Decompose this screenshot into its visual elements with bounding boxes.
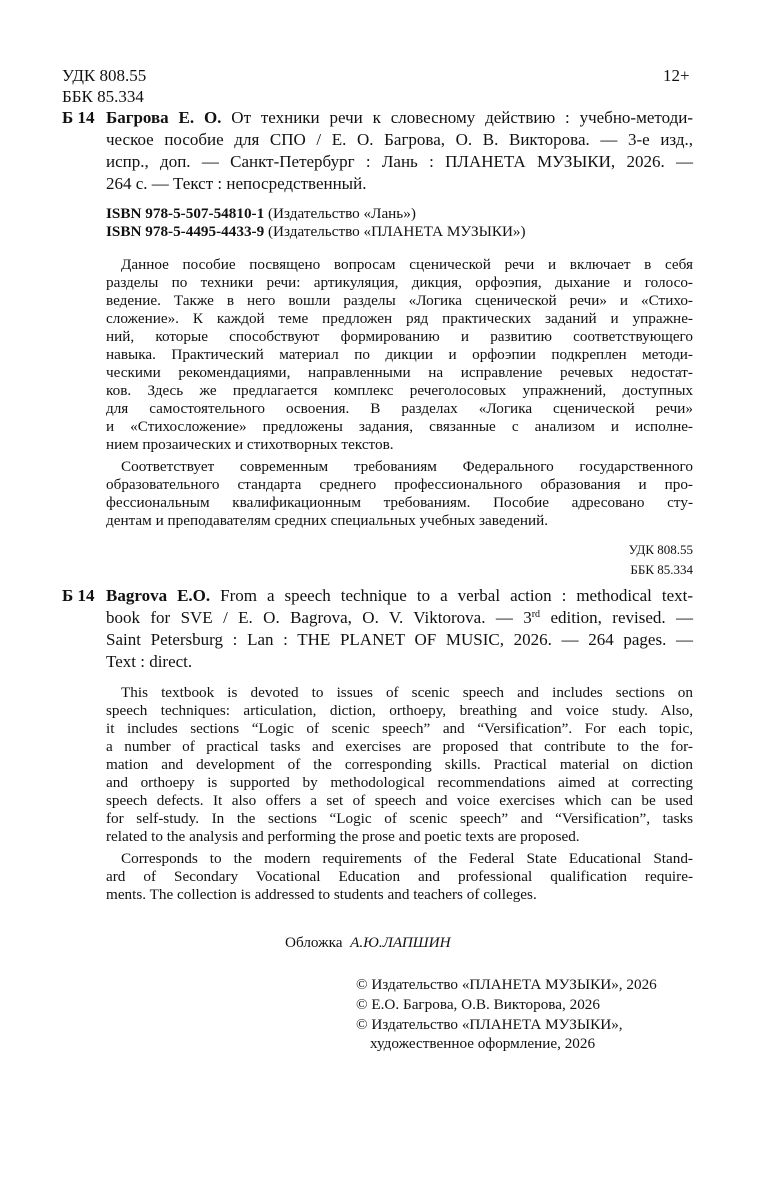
ru-bbk-small: ББК 85.334 (630, 562, 693, 577)
en-abstract-line: a number of practical tasks and exercises are proposed that contribute to the for- (106, 738, 693, 755)
ru-abstract-line: Соответствует современным требованиям Федерального государственного (121, 458, 693, 475)
en-entry-code: Б 14 (62, 586, 95, 605)
isbn-planeta: ISBN 978-5-4495-4433-9 (Издательство «ПЛАНЕТА МУЗЫКИ») (106, 223, 526, 240)
copyright-line: художественное оформление, 2026 (370, 1035, 596, 1052)
ru-abstract-line: Данное пособие посвящено вопросам сценической речи и включает в себя (121, 256, 693, 273)
en-entry-line-4: Text : direct. (106, 652, 193, 671)
ru-abstract-line: для самостоятельного освоения. В разделах «Логика сценической речи» (106, 400, 693, 417)
ru-abstract-line: разделы по техники речи: артикуляция, дикция, орфоэпия, дыхание и голосо- (106, 274, 693, 291)
age-rating: 12+ (663, 66, 690, 85)
copyright-line: © Издательство «ПЛАНЕТА МУЗЫКИ», (356, 1016, 623, 1033)
ru-entry-line-3: испр., доп. — Санкт-Петербург : Лань : ПЛАНЕТА МУЗЫКИ, 2026. — (106, 152, 693, 171)
ru-abstract-line: ний, которые способствуют формированию и развитию соответствующего (106, 328, 693, 345)
en-abstract-line: related to the analysis and performing the prose and poetic texts are proposed. (106, 828, 580, 845)
cover-artist: А.Ю.ЛАПШИН (350, 934, 451, 951)
en-abstract-line: Corresponds to the modern requirements of the Federal State Educational Stand- (121, 850, 693, 867)
ru-abstract-line: навыка. Практический материал по дикции и орфоэпии подкреплен методи- (106, 346, 693, 363)
ru-abstract-line: образовательного стандарта среднего профессионального образования и про- (106, 476, 693, 493)
ru-entry-line-4: 264 с. — Текст : непосредственный. (106, 174, 367, 193)
en-entry-line-2: book for SVE / E. O. Bagrova, O. V. Viktorova. — 3rd edition, revised. — (106, 608, 693, 627)
ru-abstract-line: ческими рекомендациями, направленными на исправление речевых недостат- (106, 364, 693, 381)
ru-abstract-line: нием прозаических и стихотворных текстов. (106, 436, 394, 453)
en-abstract-line: speech techniques: articulation, diction, orthoepy, breathing and voice study. Also, (106, 702, 693, 719)
ru-abstract-line: ков. Здесь же предлагается комплекс речеголосовых упражнений, доступных (106, 382, 693, 399)
ru-entry-code: Б 14 (62, 108, 95, 127)
ru-abstract-line: и «Стихосложение» предложены задания, связанные с анализом и исполне- (106, 418, 693, 435)
en-abstract-line: speech defects. It also offers a set of speech and voice exercises which can be used (106, 792, 693, 809)
en-abstract-line: it includes sections “Logic of scenic speech” and “Versification”. For each topic, (106, 720, 693, 737)
en-entry-author: Bagrova E.O. (106, 586, 211, 605)
en-abstract-line: for self-study. In the sections “Logic of scenic speech” and “Versification”, tasks (106, 810, 693, 827)
isbn-lan: ISBN 978-5-507-54810-1 (Издательство «Лань») (106, 205, 416, 222)
en-abstract-line: ments. The collection is addressed to students and teachers of colleges. (106, 886, 537, 903)
bbk-code: ББК 85.334 (62, 87, 144, 106)
en-abstract-line: ard of Secondary Vocational Education and professional qualification require- (106, 868, 693, 885)
ru-abstract-line: фессиональным квалификационным требованиям. Пособие адресовано сту- (106, 494, 693, 511)
ru-abstract-line: дентам и преподавателям средних специальных учебных заведений. (106, 512, 549, 529)
en-abstract-line: This textbook is devoted to issues of scenic speech and includes sections on (121, 684, 693, 701)
cover-credit: Обложка А.Ю.ЛАПШИН (285, 934, 451, 951)
en-entry-line-3: Saint Petersburg : Lan : THE PLANET OF MUSIC, 2026. — 264 pages. — (106, 630, 693, 649)
en-abstract-line: and orthoepy is supported by methodological recommendations aimed at correcting (106, 774, 693, 791)
copyright-line: © Е.О. Багрова, О.В. Викторова, 2026 (356, 996, 600, 1013)
ru-entry-author: Багрова Е. О. (106, 108, 222, 127)
copyright-line: © Издательство «ПЛАНЕТА МУЗЫКИ», 2026 (356, 976, 657, 993)
ru-entry-line-2: ческое пособие для СПО / Е. О. Багрова, О. В. Викторова. — 3-е изд., (106, 130, 693, 149)
udk-code: УДК 808.55 (62, 66, 147, 85)
ru-abstract-line: сложение». К каждой теме предложен ряд практических заданий и упражне- (106, 310, 693, 327)
ru-udk-small: УДК 808.55 (628, 542, 693, 557)
en-abstract-line: mation and development of the corresponding skills. Practical material on diction (106, 756, 693, 773)
ru-entry-line-1: Багрова Е. О. От техники речи к словесному действию : учебно-методи- (106, 108, 694, 127)
en-entry-line-1: Bagrova E.O. From a speech technique to a verbal action : methodical text- (106, 586, 694, 605)
ru-abstract-line: ведение. Также в него вошли разделы «Логика сценической речи» и «Стихо- (106, 292, 693, 309)
